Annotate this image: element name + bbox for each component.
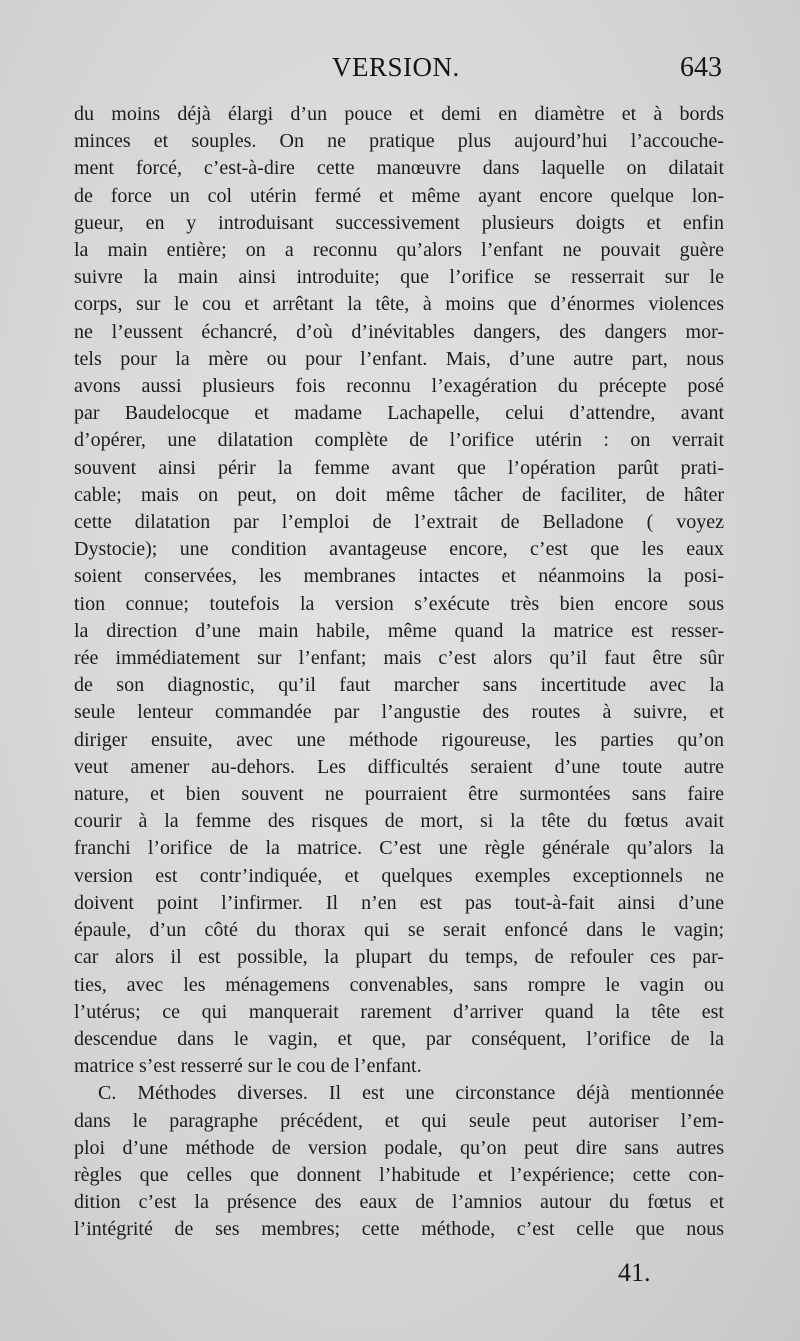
body-text [74, 101, 724, 1244]
text-line: Dystocie); une condition avantageuse encore, c’est que les eaux [74, 538, 724, 561]
text-line: gueur, en y introduisant successivement plusieurs doigts et enfin [74, 211, 724, 234]
text-line: la main entière; on a reconnu qu’alors l’enfant ne pouvait guère [74, 239, 724, 262]
text-line: la direction d’une main habile, même quand la matrice est resser- [74, 619, 724, 642]
text-line: du moins déjà élargi d’un pouce et demi en diamètre et à bords [74, 103, 724, 125]
page-number: 643 [680, 52, 722, 83]
text-line: dition c’est la présence des eaux de l’amnios autour du fœtus et [74, 1191, 724, 1214]
text-line: soient conservées, les membranes intactes et néanmoins la posi- [74, 565, 724, 588]
text-line: matrice s’est resserré sur le cou de l’enfant. [74, 1055, 422, 1078]
text-line: ne l’eussent échancré, d’où d’inévitables dangers, des dangers mor- [74, 320, 724, 343]
text-line: rée immédiatement sur l’enfant; mais c’est alors qu’il faut être sûr [74, 647, 724, 670]
text-line: souvent ainsi périr la femme avant que l’opération parût prati- [74, 456, 724, 479]
text-line: nature, et bien souvent ne pourraient être surmontées sans faire [74, 783, 724, 806]
text-line: ment forcé, c’est-à-dire cette manœuvre dans laquelle on dilatait [74, 157, 724, 180]
text-line: tion connue; toutefois la version s’exécute très bien encore sous [74, 592, 724, 615]
text-line: avons aussi plusieurs fois reconnu l’exagération du précepte posé [74, 375, 724, 398]
section-heading-line: C. Méthodes diverses. Il est une circonstance déjà mentionnée [98, 1082, 724, 1105]
text-line: minces et souples. On ne pratique plus aujourd’hui l’accouche- [74, 130, 724, 153]
text-line: version est contr’indiquée, et quelques exemples exceptionnels ne [74, 864, 724, 887]
text-line: l’intégrité de ses membres; cette méthode, c’est celle que nous [74, 1218, 724, 1241]
text-line: règles que celles que donnent l’habitude et l’expérience; cette con- [74, 1163, 724, 1186]
text-line: franchi l’orifice de la matrice. C’est une règle générale qu’alors la [74, 837, 724, 860]
text-line: doivent point l’infirmer. Il n’en est pas tout-à-fait ainsi d’une [74, 891, 724, 914]
text-line: de force un col utérin fermé et même ayant encore quelque lon- [74, 184, 724, 207]
text-line: seule lenteur commandée par l’angustie des routes à suivre, et [74, 701, 724, 724]
text-line: veut amener au-dehors. Les difficultés seraient d’une toute autre [74, 755, 724, 778]
running-head: VERSION. [332, 52, 460, 82]
text-line: corps, sur le cou et arrêtant la tête, à moins que d’énormes violences [74, 293, 724, 316]
text-line: tels pour la mère ou pour l’enfant. Mais, d’une autre part, nous [74, 347, 724, 370]
text-line: cable; mais on peut, on doit même tâcher de faciliter, de hâter [74, 483, 724, 506]
text-line: de son diagnostic, qu’il faut marcher sans incertitude avec la [74, 674, 724, 697]
text-line: l’utérus; ce qui manquerait rarement d’arriver quand la tête est [74, 1000, 724, 1023]
text-line: diriger ensuite, avec une méthode rigoureuse, les parties qu’on [74, 728, 724, 751]
text-line: d’opérer, une dilatation complète de l’orifice utérin : on verrait [74, 429, 724, 452]
text-line: dans le paragraphe précédent, et qui seule peut autoriser l’em- [74, 1109, 724, 1132]
page-header [70, 52, 722, 88]
text-line: épaule, d’un côté du thorax qui se serait enfoncé dans le vagin; [74, 919, 724, 942]
text-line: descendue dans le vagin, et que, par conséquent, l’orifice de la [74, 1027, 724, 1050]
text-line: ties, avec les ménagemens convenables, sans rompre le vagin ou [74, 973, 724, 996]
text-line: cette dilatation par l’emploi de l’extrait de Belladone ( voyez [74, 511, 724, 534]
text-line: par Baudelocque et madame Lachapelle, celui d’attendre, avant [74, 402, 724, 425]
text-line: courir à la femme des risques de mort, si la tête du fœtus avait [74, 810, 724, 833]
text-line: car alors il est possible, la plupart du temps, de refouler ces par- [74, 946, 724, 969]
text-line: suivre la main ainsi introduite; que l’orifice se resserrait sur le [74, 266, 724, 289]
signature-mark: 41. [618, 1258, 651, 1287]
text-line: ploi d’une méthode de version podale, qu’on peut dire sans autres [74, 1136, 724, 1159]
